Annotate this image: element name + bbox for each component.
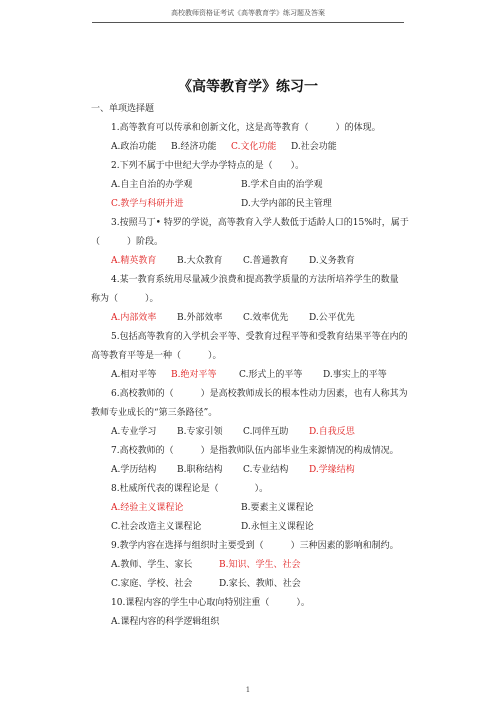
options-row — [91, 195, 413, 214]
option-answer: A.精英教育 — [111, 256, 157, 266]
option: C.专业结构 — [243, 465, 289, 475]
options-row — [91, 499, 413, 518]
question-stem-continued: 称为（ ）。 — [91, 294, 159, 304]
option: C.同伴互助 — [243, 427, 289, 437]
option: A.课程内容的科学逻辑组织 — [111, 617, 220, 627]
option-answer: D.学缘结构 — [309, 465, 355, 475]
options-row — [91, 518, 413, 537]
question-stem: 7.高校教师的（ ）是指教师队伍内部毕业生来源情况的构成情况。 — [111, 446, 399, 456]
question-stem: 1.高等教育可以传承和创新文化，这是高等教育（ ）的体现。 — [111, 123, 381, 133]
options-row — [91, 575, 413, 594]
options-row — [91, 423, 413, 442]
option: A.专业学习 — [111, 427, 157, 437]
option: D.义务教育 — [309, 256, 355, 266]
option: C.普通教育 — [243, 256, 289, 266]
options-row — [91, 461, 413, 480]
header-rule — [92, 22, 404, 23]
question-stem: 4.某一教育系统用尽量减少浪费和提高教学质量的方法所培养学生的数量 — [111, 275, 399, 285]
option: A.学历结构 — [111, 465, 157, 475]
question-stem: 10.课程内容的学生中心取向特别注重（ ）。 — [111, 598, 310, 608]
page-header: 高校教师资格证考试《高等教育学》练习题及答案 — [171, 9, 325, 17]
options-row — [91, 613, 413, 632]
document-title: 《高等教育学》练习一 — [178, 79, 318, 95]
question-stem: 9.教学内容在选择与组织时主要受到（ ）三种因素的影响和制约。 — [111, 541, 399, 551]
option: C.社会改造主义课程论 — [111, 522, 202, 532]
option: B.学术自由的治学观 — [241, 180, 323, 190]
option-answer: A.经验主义课程论 — [111, 503, 184, 513]
option-answer: C.教学与科研并进 — [111, 199, 184, 209]
option: D.社会功能 — [291, 142, 337, 152]
question-stem: 2.下列不属于中世纪大学办学特点的是（ ）。 — [111, 161, 305, 171]
question-stem: 6.高校教师的（ ）是高校教师成长的根本性动力因素，也有人称其为 — [111, 389, 408, 399]
question-stem-continued: （ ）阶段。 — [91, 237, 164, 247]
option: A.相对平等 — [111, 370, 157, 380]
page-number: 1 — [245, 686, 251, 694]
option: B.专家引领 — [177, 427, 223, 437]
option: B.大众教育 — [177, 256, 223, 266]
options-row — [91, 366, 413, 385]
option: D.永恒主义课程论 — [241, 522, 314, 532]
option: B.外部效率 — [177, 313, 223, 323]
option: D.大学内部的民主管理 — [241, 199, 332, 209]
document-body — [91, 100, 413, 632]
option: B.要素主义课程论 — [241, 503, 314, 513]
question-stem-continued: 教师专业成长的“第三条路径”。 — [91, 408, 218, 418]
option: A.自主自治的办学观 — [111, 180, 193, 190]
question-stem-continued: 高等教育平等是一种（ ）。 — [91, 351, 222, 361]
option-answer: A.内部效率 — [111, 313, 157, 323]
option: D.公平优先 — [309, 313, 355, 323]
option-answer: C.文化功能 — [231, 142, 277, 152]
options-row — [91, 556, 413, 575]
question-stem: 8.杜威所代表的课程论是（ ）。 — [111, 484, 269, 494]
question-stem: 5.包括高等教育的入学机会平等、受教育过程平等和受教育结果平等在内的 — [111, 332, 408, 342]
options-row — [91, 252, 413, 271]
option: C.家庭、学校、社会 — [111, 579, 193, 589]
options-row — [91, 138, 413, 157]
option: B.职称结构 — [177, 465, 223, 475]
option: C.形式上的平等 — [239, 370, 303, 380]
option: A.政治功能 — [111, 142, 157, 152]
question-stem: 3.按照马丁• 特罗的学说，高等教育入学人数低于适龄人口的15%时，属于 — [111, 218, 409, 228]
option-answer: D.自我反思 — [309, 427, 355, 437]
option-answer: B.绝对平等 — [171, 370, 217, 380]
section-heading: 一、单项选择题 — [91, 104, 155, 114]
options-row — [91, 309, 413, 328]
option: C.效率优先 — [243, 313, 289, 323]
option: D.家长、教师、社会 — [219, 579, 301, 589]
option-answer: B.知识、学生、社会 — [219, 560, 301, 570]
option: B.经济功能 — [171, 142, 217, 152]
options-row — [91, 176, 413, 195]
option: D.事实上的平等 — [323, 370, 387, 380]
option: A.教师、学生、家长 — [111, 560, 193, 570]
